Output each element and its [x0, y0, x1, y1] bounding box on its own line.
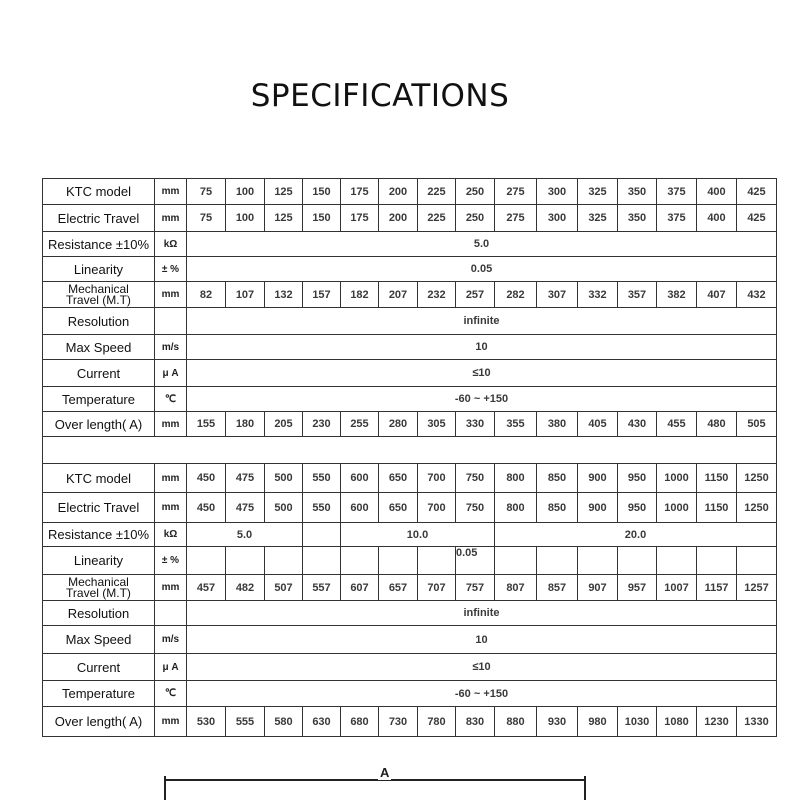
row-mechanical-travel	[43, 282, 777, 308]
value-cell: 550	[303, 493, 341, 523]
unit-cell: mm	[155, 412, 187, 437]
value-cell: 750	[456, 493, 495, 523]
value-cell: 930	[537, 707, 578, 737]
page-title: SPECIFICATIONS	[250, 78, 510, 114]
value-cell: 1250	[737, 493, 777, 523]
row-temperature	[43, 387, 777, 412]
value-cell: 850	[537, 464, 578, 493]
value-cell: 305	[418, 412, 456, 437]
unit-cell: mm	[155, 205, 187, 232]
value-cell: 507	[265, 575, 303, 601]
value-cell: 780	[418, 707, 456, 737]
value-cell: 150	[303, 179, 341, 205]
value-cell: 1330	[737, 707, 777, 737]
row-label: Electric Travel	[43, 205, 155, 232]
value-cell: 830	[456, 707, 495, 737]
unit-cell: ℃	[155, 387, 187, 412]
value-cell: 5.0	[187, 523, 303, 547]
value-cell: 500	[265, 464, 303, 493]
value-cell: 1230	[697, 707, 737, 737]
spec-table-spacer	[43, 437, 777, 464]
value-cell: 857	[537, 575, 578, 601]
unit-cell	[155, 308, 187, 335]
value-cell	[495, 547, 537, 575]
value-cell: 257	[456, 282, 495, 308]
row-linearity	[43, 547, 777, 575]
unit-cell: ± %	[155, 257, 187, 282]
value-cell: 650	[379, 464, 418, 493]
value-cell: ≤10	[187, 654, 777, 681]
unit-cell: μ A	[155, 654, 187, 681]
value-cell: 350	[618, 205, 657, 232]
value-cell: 180	[226, 412, 265, 437]
value-cell: 730	[379, 707, 418, 737]
value-cell: ≤10	[187, 360, 777, 387]
value-cell: 0.05	[456, 547, 495, 575]
unit-cell: mm	[155, 493, 187, 523]
value-cell: 175	[341, 179, 379, 205]
dimension-line	[165, 779, 585, 781]
value-cell: 300	[537, 205, 578, 232]
value-cell: 107	[226, 282, 265, 308]
value-cell: 657	[379, 575, 418, 601]
value-cell: 282	[495, 282, 537, 308]
value-cell: 0.05	[187, 257, 777, 282]
value-cell: 1080	[657, 707, 697, 737]
dimension-label: A	[380, 765, 390, 780]
value-cell: 475	[226, 464, 265, 493]
value-cell: 500	[265, 493, 303, 523]
value-cell: 607	[341, 575, 379, 601]
unit-cell: mm	[155, 464, 187, 493]
value-cell	[341, 547, 379, 575]
unit-cell: mm	[155, 707, 187, 737]
unit-cell: mm	[155, 179, 187, 205]
value-cell: 157	[303, 282, 341, 308]
value-cell: 900	[578, 493, 618, 523]
row-label	[43, 575, 155, 601]
value-cell: 700	[418, 464, 456, 493]
value-cell	[303, 547, 341, 575]
row-ktc-model	[43, 464, 777, 493]
value-cell: 900	[578, 464, 618, 493]
value-cell: 505	[737, 412, 777, 437]
value-cell: 380	[537, 412, 578, 437]
row-label: Linearity	[43, 257, 155, 282]
value-cell: 580	[265, 707, 303, 737]
row-label: Current	[43, 654, 155, 681]
spec-table	[42, 178, 777, 737]
value-cell: 75	[187, 205, 226, 232]
value-cell	[657, 547, 697, 575]
value-cell: 375	[657, 179, 697, 205]
value-cell: 307	[537, 282, 578, 308]
unit-cell: mm	[155, 575, 187, 601]
value-cell: 450	[187, 464, 226, 493]
row-label-line: Travel (M.T)	[66, 585, 131, 600]
unit-cell: m/s	[155, 335, 187, 360]
row-label-line: Travel (M.T)	[66, 292, 131, 307]
value-cell: 5.0	[187, 232, 777, 257]
unit-cell: kΩ	[155, 523, 187, 547]
value-cell: 1000	[657, 493, 697, 523]
value-cell	[226, 547, 265, 575]
value-cell: 405	[578, 412, 618, 437]
dimension-tick-right	[584, 776, 586, 800]
value-cell	[618, 547, 657, 575]
value-cell: 350	[618, 179, 657, 205]
value-cell: 425	[737, 179, 777, 205]
value-cell: 600	[341, 464, 379, 493]
value-cell: 125	[265, 205, 303, 232]
value-cell: infinite	[187, 601, 777, 626]
unit-cell	[155, 601, 187, 626]
row-resolution	[43, 601, 777, 626]
row-temperature	[43, 681, 777, 707]
row-resolution	[43, 308, 777, 335]
value-cell: 600	[341, 493, 379, 523]
row-ktc-model	[43, 179, 777, 205]
value-cell: 375	[657, 205, 697, 232]
value-cell: 1250	[737, 464, 777, 493]
row-label-line: Mechanical	[68, 574, 129, 589]
value-cell: 480	[697, 412, 737, 437]
value-cell: -60 ~ +150	[187, 681, 777, 707]
row-label: Temperature	[43, 681, 155, 707]
value-cell: 250	[456, 205, 495, 232]
value-cell: 800	[495, 493, 537, 523]
value-cell	[737, 547, 777, 575]
value-cell: 82	[187, 282, 226, 308]
value-cell: 10	[187, 335, 777, 360]
row-label: Max Speed	[43, 335, 155, 360]
value-cell: 100	[226, 205, 265, 232]
value-cell: 400	[697, 205, 737, 232]
value-cell: 332	[578, 282, 618, 308]
row-label: Over length( A)	[43, 707, 155, 737]
row-label: Resolution	[43, 308, 155, 335]
value-cell: 275	[495, 205, 537, 232]
row-over-length	[43, 412, 777, 437]
unit-cell: ℃	[155, 681, 187, 707]
value-cell: 530	[187, 707, 226, 737]
value-cell	[418, 547, 456, 575]
row-label: KTC model	[43, 179, 155, 205]
row-mechanical-travel	[43, 575, 777, 601]
value-cell: 1150	[697, 464, 737, 493]
value-cell: 1030	[618, 707, 657, 737]
row-label: Resistance ±10%	[43, 232, 155, 257]
value-cell: 425	[737, 205, 777, 232]
value-cell	[303, 523, 341, 547]
value-cell: 807	[495, 575, 537, 601]
value-cell: 325	[578, 179, 618, 205]
unit-cell: μ A	[155, 360, 187, 387]
value-cell: 75	[187, 179, 226, 205]
value-cell: 432	[737, 282, 777, 308]
value-cell: 750	[456, 464, 495, 493]
unit-cell: m/s	[155, 626, 187, 654]
value-cell: 907	[578, 575, 618, 601]
value-cell: 850	[537, 493, 578, 523]
value-cell	[187, 547, 226, 575]
value-cell: 250	[456, 179, 495, 205]
value-cell: 225	[418, 179, 456, 205]
value-cell: 455	[657, 412, 697, 437]
value-cell: 1157	[697, 575, 737, 601]
value-cell: 200	[379, 179, 418, 205]
value-cell: 230	[303, 412, 341, 437]
value-cell: 557	[303, 575, 341, 601]
value-cell: 407	[697, 282, 737, 308]
value-cell: 980	[578, 707, 618, 737]
row-linearity	[43, 257, 777, 282]
spec-table-2	[43, 464, 777, 737]
value-cell: 630	[303, 707, 341, 737]
value-cell: 700	[418, 493, 456, 523]
value-cell: 1007	[657, 575, 697, 601]
unit-cell: mm	[155, 282, 187, 308]
value-cell	[697, 547, 737, 575]
value-cell: 280	[379, 412, 418, 437]
value-cell	[537, 547, 578, 575]
row-electric-travel	[43, 493, 777, 523]
row-electric-travel	[43, 205, 777, 232]
value-cell: 355	[495, 412, 537, 437]
value-cell: 555	[226, 707, 265, 737]
row-label: Linearity	[43, 547, 155, 575]
value-cell: 100	[226, 179, 265, 205]
value-cell: 150	[303, 205, 341, 232]
row-label-line: Mechanical	[68, 281, 129, 296]
value-cell: 880	[495, 707, 537, 737]
value-cell: 175	[341, 205, 379, 232]
value-cell	[578, 547, 618, 575]
value-cell: 950	[618, 493, 657, 523]
row-resistance	[43, 232, 777, 257]
row-resistance	[43, 523, 777, 547]
value-cell: 707	[418, 575, 456, 601]
value-cell: 450	[187, 493, 226, 523]
value-cell: 10	[187, 626, 777, 654]
value-cell: 400	[697, 179, 737, 205]
row-current	[43, 654, 777, 681]
value-cell: 200	[379, 205, 418, 232]
value-cell: 650	[379, 493, 418, 523]
row-label: Max Speed	[43, 626, 155, 654]
value-cell	[265, 547, 303, 575]
row-label: Electric Travel	[43, 493, 155, 523]
row-over-length	[43, 707, 777, 737]
row-label: Resistance ±10%	[43, 523, 155, 547]
spacer-row	[43, 437, 777, 464]
value-cell: 1000	[657, 464, 697, 493]
row-label: Over length( A)	[43, 412, 155, 437]
value-cell: 950	[618, 464, 657, 493]
row-current	[43, 360, 777, 387]
value-cell: -60 ~ +150	[187, 387, 777, 412]
value-cell: 482	[226, 575, 265, 601]
row-label: KTC model	[43, 464, 155, 493]
value-cell: 430	[618, 412, 657, 437]
value-cell: 357	[618, 282, 657, 308]
value-cell: 205	[265, 412, 303, 437]
value-cell: 457	[187, 575, 226, 601]
unit-cell: ± %	[155, 547, 187, 575]
value-cell: 207	[379, 282, 418, 308]
value-cell: 232	[418, 282, 456, 308]
value-cell: 800	[495, 464, 537, 493]
value-cell: 1150	[697, 493, 737, 523]
value-cell: 125	[265, 179, 303, 205]
row-label: Temperature	[43, 387, 155, 412]
value-cell: 757	[456, 575, 495, 601]
row-label	[43, 282, 155, 308]
value-cell: 300	[537, 179, 578, 205]
spec-table-1	[43, 179, 777, 437]
value-cell: 330	[456, 412, 495, 437]
value-cell	[379, 547, 418, 575]
dimension-tick-left	[164, 776, 166, 800]
value-cell: 957	[618, 575, 657, 601]
value-cell: 1257	[737, 575, 777, 601]
value-cell: 225	[418, 205, 456, 232]
value-cell: 275	[495, 179, 537, 205]
value-cell: infinite	[187, 308, 777, 335]
unit-cell: kΩ	[155, 232, 187, 257]
row-label: Resolution	[43, 601, 155, 626]
value-cell: 182	[341, 282, 379, 308]
value-cell: 132	[265, 282, 303, 308]
value-cell: 382	[657, 282, 697, 308]
value-cell: 680	[341, 707, 379, 737]
row-max-speed	[43, 335, 777, 360]
value-cell: 155	[187, 412, 226, 437]
value-cell: 550	[303, 464, 341, 493]
value-cell: 255	[341, 412, 379, 437]
row-max-speed	[43, 626, 777, 654]
value-cell: 20.0	[495, 523, 777, 547]
value-cell: 475	[226, 493, 265, 523]
value-cell: 325	[578, 205, 618, 232]
row-label: Current	[43, 360, 155, 387]
value-cell: 10.0	[341, 523, 495, 547]
